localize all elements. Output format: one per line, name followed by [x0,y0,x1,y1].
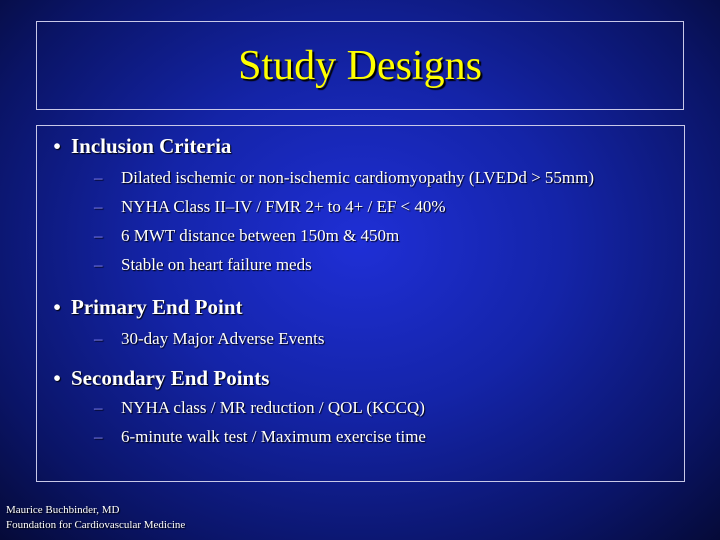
secondary-list [43,393,426,451]
list-item-text: NYHA class / MR reduction / QOL (KCCQ) [121,398,425,417]
dash-icon: – [94,226,103,245]
list-item [94,163,594,192]
footer-credit [6,503,185,533]
bullet-icon: • [53,295,61,319]
list-item-text: 6-minute walk test / Maximum exercise time [121,427,426,446]
end-point-list [43,324,324,353]
section-heading: Secondary End Points [71,366,270,390]
footer-organization: Foundation for Cardiovascular Medicine [6,519,186,531]
list-item-text: 6 MWT distance between 150m & 450m [121,226,400,245]
dash-icon: – [94,255,103,274]
criteria-list [43,163,594,279]
section-heading-row [43,134,594,159]
section-heading-row [43,366,426,391]
section-heading-row [43,295,324,320]
list-item-text: Stable on heart failure meds [121,255,312,274]
section-heading: Primary End Point [71,295,243,319]
bullet-icon: • [53,134,61,158]
list-item-text: NYHA Class II–IV / FMR 2+ to 4+ / EF < 40% [121,197,446,216]
section-secondary-end-points [43,366,426,451]
dash-icon: – [94,427,103,446]
footer-author: Maurice Buchbinder, MD [6,504,120,516]
list-item [94,221,594,250]
list-item [94,422,426,451]
dash-icon: – [94,168,103,187]
content-frame [36,125,685,482]
list-item-text: 30-day Major Adverse Events [121,329,325,348]
list-item [94,192,594,221]
section-heading: Inclusion Criteria [71,134,232,158]
section-inclusion-criteria [43,134,594,279]
list-item-text: Dilated ischemic or non-ischemic cardiomyopathy (LVEDd > 55mm) [121,168,595,187]
list-item [94,250,594,279]
section-primary-end-point [43,295,324,353]
list-item [94,393,426,422]
slide-title: Study Designs [238,42,482,89]
bullet-icon: • [53,366,61,390]
title-frame [36,21,684,110]
list-item [94,324,324,353]
dash-icon: – [94,197,103,216]
dash-icon: – [94,329,103,348]
dash-icon: – [94,398,103,417]
